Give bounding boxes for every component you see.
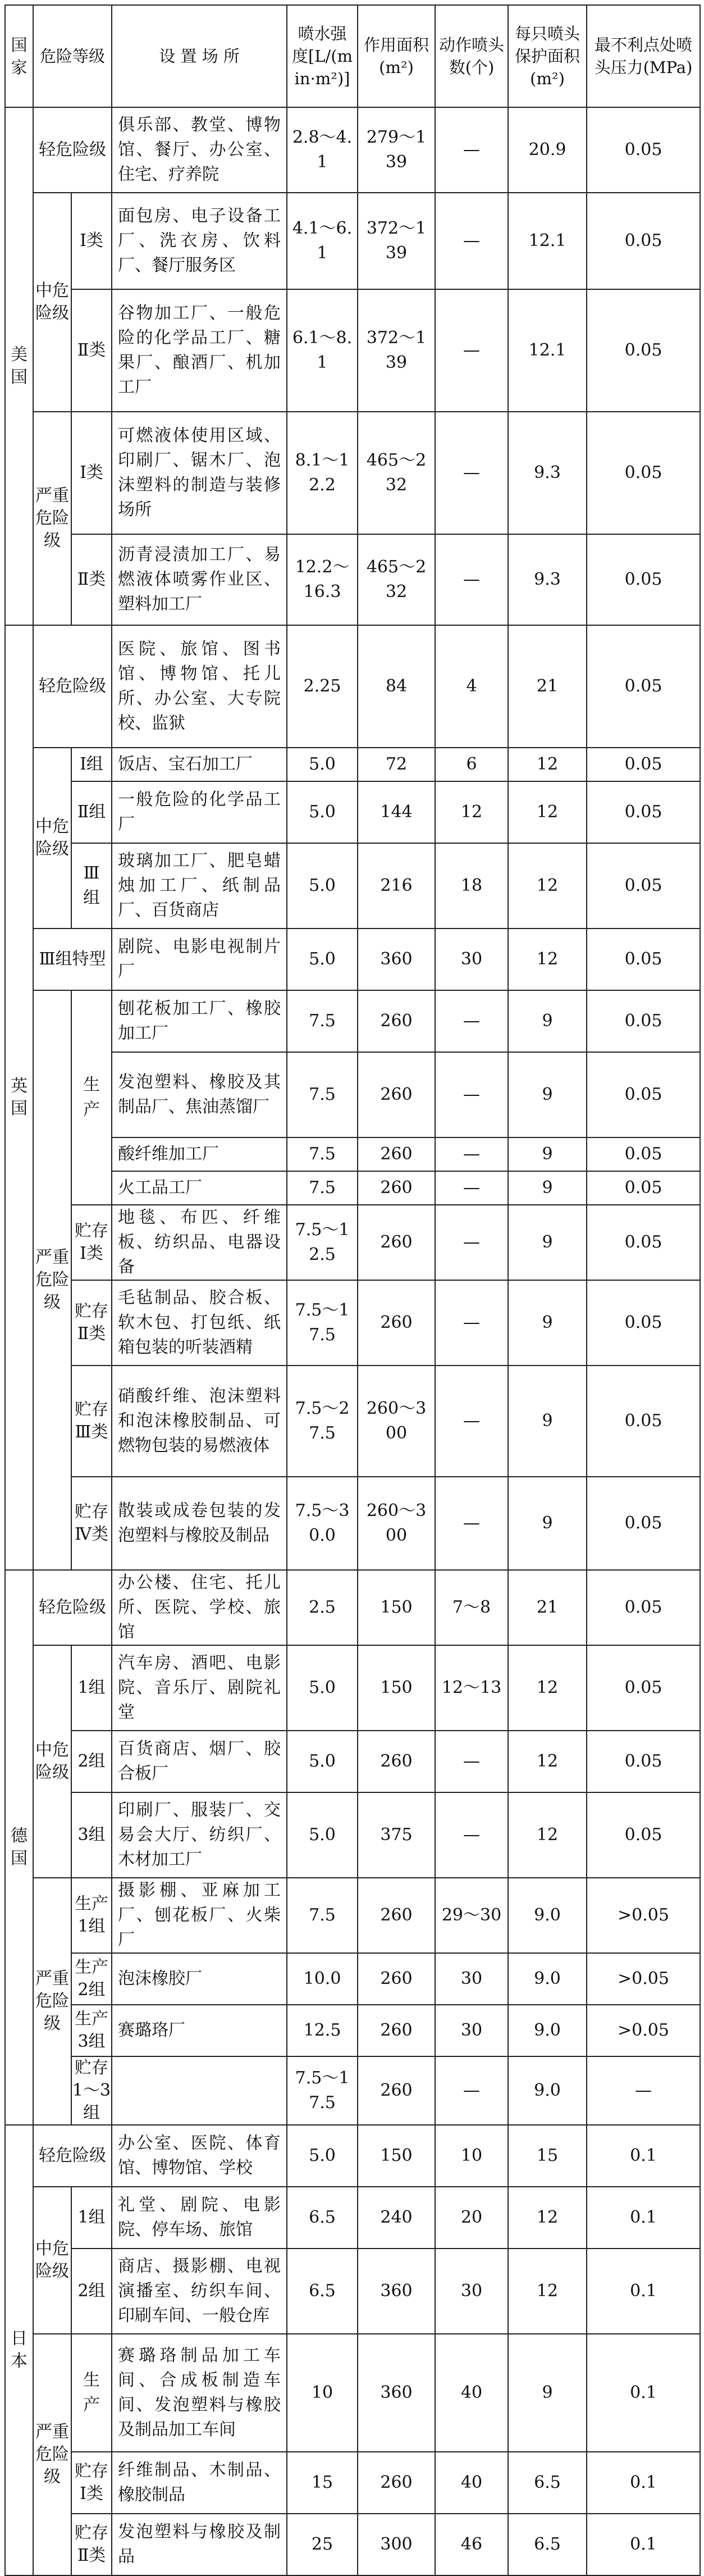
storage-cell: 贮存Ⅰ类 [71,1205,112,1280]
intensity-cell: 12.5 [287,2005,358,2056]
pressure-cell: >0.05 [587,2005,700,2056]
heads-cell: 46 [435,2514,508,2575]
place-cell: 硝酸纤维、泡沫塑料和泡沫橡胶制品、可燃物包装的易燃液体 [112,1366,287,1477]
protect-cell: 12 [508,1731,587,1792]
group-cell: Ⅱ组 [71,781,112,843]
area-cell: 300 [358,2514,435,2575]
heads-cell: — [435,1205,508,1280]
intensity-cell: 6.5 [287,2187,358,2249]
table-row [5,2056,700,2125]
heads-cell: — [435,1171,508,1205]
heads-cell: — [435,107,508,193]
pressure-cell: 0.05 [587,748,700,781]
group-cell: 2组 [71,2249,112,2334]
level-severe: 严重危险级 [33,412,71,625]
intensity-cell: 8.1～12.2 [287,412,358,534]
protect-cell: 9 [508,1171,587,1205]
intensity-cell: 10.0 [287,1953,358,2005]
place-cell: 沥青浸渍加工厂、易燃液体喷雾作业区、塑料加工厂 [112,534,287,625]
area-cell: 260 [358,2056,435,2125]
level-severe: 严重危险级 [33,990,71,1570]
area-cell: 260 [358,2452,435,2514]
header-intensity: 喷水强度[L/(min·m²)] [287,5,358,107]
table-row [5,1570,700,1645]
pressure-cell: 0.05 [587,1792,700,1878]
table-row [5,107,700,193]
protect-cell: 12 [508,929,587,990]
group-cell: Ⅰ组 [71,748,112,781]
protect-cell: 9 [508,1137,587,1171]
area-cell: 260 [358,1205,435,1280]
country-uk: 英国 [5,625,33,1570]
heads-cell: 6 [435,748,508,781]
pressure-cell: >0.05 [587,1953,700,2005]
place-cell: 汽车房、酒吧、电影院、音乐厅、剧院礼堂 [112,1645,287,1731]
table-row [5,990,700,1052]
protect-cell: 12 [508,2249,587,2334]
table-row [5,1366,700,1477]
page [4,4,700,2576]
intensity-cell: 5.0 [287,1645,358,1731]
pressure-cell: 0.05 [587,1137,700,1171]
header-area: 作用面积(m²) [358,5,435,107]
table-row [5,1878,700,1953]
pressure-cell: 0.1 [587,2249,700,2334]
header-row [5,5,700,107]
table-row [5,2452,700,2514]
level-mid: 中危险级 [33,748,71,929]
level-severe: 严重危险级 [33,1878,71,2125]
protect-cell: 20.9 [508,107,587,193]
pressure-cell: >0.05 [587,1878,700,1953]
place-cell: 谷物加工厂、一般危险的化学品工厂、糖果厂、酿酒厂、机加工厂 [112,289,287,412]
group-cell: 3组 [71,1792,112,1878]
place-cell: 火工品工厂 [112,1171,287,1205]
area-cell: 72 [358,748,435,781]
protect-cell: 9.0 [508,1878,587,1953]
header-place: 设 置 场 所 [112,5,287,107]
protect-cell: 12 [508,1792,587,1878]
protect-cell: 12 [508,748,587,781]
place-cell: 俱乐部、教堂、博物馆、餐厅、办公室、住宅、疗养院 [112,107,287,193]
protect-cell: 12.1 [508,193,587,289]
pressure-cell: 0.1 [587,2334,700,2452]
prod-group-cell: 生产1组 [71,1878,112,1953]
place-cell: 摄影棚、亚麻加工厂、刨花板厂、火柴厂 [112,1878,287,1953]
heads-cell: 4 [435,625,508,748]
area-cell: 260 [358,1171,435,1205]
group-cell: Ⅲ组 [71,843,112,929]
intensity-cell: 7.5 [287,990,358,1052]
area-cell: 84 [358,625,435,748]
heads-cell: — [435,534,508,625]
place-cell [112,2056,287,2125]
prod-group-cell: 生产2组 [71,1953,112,2005]
table-row [5,843,700,929]
pressure-cell: 0.05 [587,990,700,1052]
heads-cell: — [435,193,508,289]
table-row [5,1731,700,1792]
intensity-cell: 5.0 [287,1792,358,1878]
area-cell: 260 [358,1052,435,1137]
place-cell: 商店、摄影棚、电视演播室、纺织车间、印刷车间、一般仓库 [112,2249,287,2334]
intensity-cell: 7.5～17.5 [287,2056,358,2125]
table-row [5,2249,700,2334]
pressure-cell: — [587,2056,700,2125]
place-cell: 地毯、布匹、纤维板、纺织品、电器设备 [112,1205,287,1280]
heads-cell: — [435,412,508,534]
place-cell: 百货商店、烟厂、胶合板厂 [112,1731,287,1792]
class-cell: Ⅱ类 [71,534,112,625]
pressure-cell: 0.05 [587,1205,700,1280]
storage-cell: 贮存Ⅳ类 [71,1477,112,1570]
area-cell: 372～139 [358,193,435,289]
area-cell: 360 [358,2249,435,2334]
intensity-cell: 10 [287,2334,358,2452]
table-row [5,1477,700,1570]
group-cell: 1组 [71,2187,112,2249]
place-cell: 办公楼、住宅、托儿所、医院、学校、旅馆 [112,1570,287,1645]
place-cell: 印刷厂、服装厂、交易会大厅、纺织厂、木材加工厂 [112,1792,287,1878]
area-cell: 150 [358,2125,435,2187]
storage-cell: 贮存Ⅲ类 [71,1366,112,1477]
pressure-cell: 0.05 [587,1731,700,1792]
intensity-cell: 6.1～8.1 [287,289,358,412]
prod-group-cell: 生产3组 [71,2005,112,2056]
group-special-cell: Ⅲ组特型 [33,929,112,990]
intensity-cell: 7.5～12.5 [287,1205,358,1280]
level-light: 轻危险级 [33,2125,112,2187]
heads-cell: 7～8 [435,1570,508,1645]
intensity-cell: 5.0 [287,929,358,990]
heads-cell: 30 [435,929,508,990]
protect-cell: 21 [508,1570,587,1645]
protect-cell: 21 [508,625,587,748]
place-cell: 毛毡制品、胶合板、软木包、打包纸、纸箱包装的听装酒精 [112,1280,287,1366]
header-level: 危险等级 [33,5,112,107]
intensity-cell: 5.0 [287,781,358,843]
heads-cell: — [435,1731,508,1792]
header-country: 国家 [5,5,33,107]
protect-cell: 12 [508,1645,587,1731]
table-row [5,289,700,412]
level-mid: 中危险级 [33,2187,71,2334]
pressure-cell: 0.05 [587,781,700,843]
intensity-cell: 7.5～27.5 [287,1366,358,1477]
protect-cell: 9 [508,1366,587,1477]
heads-cell: — [435,990,508,1052]
heads-cell: 18 [435,843,508,929]
place-cell: 饭店、宝石加工厂 [112,748,287,781]
pressure-cell: 0.05 [587,1570,700,1645]
country-de: 德国 [5,1570,33,2125]
intensity-cell: 4.1～6.1 [287,193,358,289]
table-row [5,412,700,534]
heads-cell: — [435,1792,508,1878]
pressure-cell: 0.05 [587,1645,700,1731]
heads-cell: — [435,1477,508,1570]
area-cell: 240 [358,2187,435,2249]
area-cell: 150 [358,1645,435,1731]
place-cell: 礼堂、剧院、电影院、停车场、旅馆 [112,2187,287,2249]
group-cell: 1组 [71,1645,112,1731]
pressure-cell: 0.05 [587,534,700,625]
place-cell: 一般危险的化学品工厂 [112,781,287,843]
area-cell: 150 [358,1570,435,1645]
table-row [5,2334,700,2452]
place-cell: 发泡塑料与橡胶及制品 [112,2514,287,2575]
table-row [5,2187,700,2249]
place-cell: 发泡塑料、橡胶及其制品厂、焦油蒸馏厂 [112,1052,287,1137]
table-row [5,2514,700,2575]
intensity-cell: 2.25 [287,625,358,748]
place-cell: 刨花板加工厂、橡胶加工厂 [112,990,287,1052]
prod-cell: 生产 [71,2334,112,2452]
country-jp: 日本 [5,2125,33,2575]
table-row [5,534,700,625]
intensity-cell: 7.5 [287,1137,358,1171]
intensity-cell: 6.5 [287,2249,358,2334]
place-cell: 面包房、电子设备工厂、洗衣房、饮料厂、餐厅服务区 [112,193,287,289]
table-row [5,625,700,748]
place-cell: 玻璃加工厂、肥皂蜡烛加工厂、纸制品厂、百货商店 [112,843,287,929]
pressure-cell: 0.05 [587,1477,700,1570]
heads-cell: 12～13 [435,1645,508,1731]
protect-cell: 15 [508,2125,587,2187]
table-row [5,748,700,781]
area-cell: 260 [358,2005,435,2056]
pressure-cell: 0.05 [587,1052,700,1137]
table-row [5,1280,700,1366]
protect-cell: 9 [508,1477,587,1570]
table-row [5,2125,700,2187]
pressure-cell: 0.1 [587,2187,700,2249]
place-cell: 赛璐珞厂 [112,2005,287,2056]
heads-cell: — [435,1137,508,1171]
area-cell: 260 [358,1731,435,1792]
class-cell: Ⅱ类 [71,289,112,412]
protect-cell: 6.5 [508,2514,587,2575]
level-mid: 中危险级 [33,1645,71,1878]
area-cell: 465～232 [358,534,435,625]
protect-cell: 12 [508,843,587,929]
intensity-cell: 12.2～16.3 [287,534,358,625]
intensity-cell: 15 [287,2452,358,2514]
storage-cell: 贮存Ⅱ类 [71,1280,112,1366]
pressure-cell: 0.05 [587,1171,700,1205]
place-cell: 赛璐珞制品加工车间、合成板制造车间、发泡塑料与橡胶及制品加工车间 [112,2334,287,2452]
intensity-cell: 5.0 [287,2125,358,2187]
area-cell: 279～139 [358,107,435,193]
storage-cell: 贮存Ⅰ类 [71,2452,112,2514]
protect-cell: 9 [508,1052,587,1137]
protect-cell: 9 [508,2334,587,2452]
intensity-cell: 5.0 [287,748,358,781]
protect-cell: 12.1 [508,289,587,412]
area-cell: 360 [358,929,435,990]
area-cell: 260 [358,990,435,1052]
place-cell: 可燃液体使用区域、印刷厂、锯木厂、泡沫塑料的制造与装修场所 [112,412,287,534]
heads-cell: 20 [435,2187,508,2249]
protect-cell: 9.3 [508,534,587,625]
protect-cell: 9.0 [508,1953,587,2005]
country-usa: 美国 [5,107,33,625]
area-cell: 465～232 [358,412,435,534]
pressure-cell: 0.1 [587,2125,700,2187]
heads-cell: — [435,2056,508,2125]
protect-cell: 9.0 [508,2005,587,2056]
protect-cell: 12 [508,781,587,843]
sprinkler-standards-table [4,4,701,2576]
intensity-cell: 25 [287,2514,358,2575]
protect-cell: 9 [508,1205,587,1280]
prod-cell: 生产 [71,990,112,1205]
pressure-cell: 0.05 [587,1366,700,1477]
area-cell: 360 [358,2334,435,2452]
intensity-cell: 7.5～30.0 [287,1477,358,1570]
level-severe: 严重危险级 [33,2334,71,2575]
pressure-cell: 0.05 [587,289,700,412]
pressure-cell: 0.05 [587,107,700,193]
storage-cell: 贮存Ⅱ类 [71,2514,112,2575]
protect-cell: 12 [508,2187,587,2249]
protect-cell: 9 [508,990,587,1052]
header-protect: 每只喷头保护面积(m²) [508,5,587,107]
area-cell: 260～300 [358,1477,435,1570]
heads-cell: — [435,1052,508,1137]
table-row [5,1205,700,1280]
area-cell: 260 [358,1953,435,2005]
table-row [5,1953,700,2005]
table-row [5,929,700,990]
heads-cell: 10 [435,2125,508,2187]
header-pressure: 最不利点处喷头压力(MPa) [587,5,700,107]
level-mid: 中危险级 [33,193,71,412]
level-light: 轻危险级 [33,107,112,193]
place-cell: 办公室、医院、体育馆、博物馆、学校 [112,2125,287,2187]
place-cell: 剧院、电影电视制片厂 [112,929,287,990]
pressure-cell: 0.05 [587,929,700,990]
heads-cell: — [435,289,508,412]
area-cell: 260 [358,1878,435,1953]
pressure-cell: 0.05 [587,412,700,534]
heads-cell: 30 [435,1953,508,2005]
table-row [5,781,700,843]
place-cell: 纤维制品、木制品、橡胶制品 [112,2452,287,2514]
heads-cell: 29～30 [435,1878,508,1953]
protect-cell: 9.3 [508,412,587,534]
intensity-cell: 5.0 [287,843,358,929]
table-row [5,1645,700,1731]
pressure-cell: 0.05 [587,193,700,289]
place-cell: 散装或成卷包装的发泡塑料与橡胶及制品 [112,1477,287,1570]
intensity-cell: 7.5 [287,1171,358,1205]
heads-cell: — [435,1366,508,1477]
place-cell: 泡沫橡胶厂 [112,1953,287,2005]
heads-cell: — [435,1280,508,1366]
table-row [5,193,700,289]
protect-cell: 9.0 [508,2056,587,2125]
intensity-cell: 7.5～17.5 [287,1280,358,1366]
area-cell: 375 [358,1792,435,1878]
area-cell: 372～139 [358,289,435,412]
area-cell: 260～300 [358,1366,435,1477]
protect-cell: 6.5 [508,2452,587,2514]
heads-cell: 30 [435,2249,508,2334]
class-cell: Ⅰ类 [71,193,112,289]
pressure-cell: 0.1 [587,2514,700,2575]
place-cell: 医院、旅馆、图书馆、博物馆、托儿所、办公室、大专院校、监狱 [112,625,287,748]
pressure-cell: 0.05 [587,625,700,748]
area-cell: 260 [358,1280,435,1366]
heads-cell: 40 [435,2452,508,2514]
protect-cell: 9 [508,1280,587,1366]
table-row [5,1792,700,1878]
intensity-cell: 5.0 [287,1731,358,1792]
area-cell: 144 [358,781,435,843]
table-row [5,2005,700,2056]
intensity-cell: 2.8～4.1 [287,107,358,193]
intensity-cell: 7.5 [287,1878,358,1953]
pressure-cell: 0.05 [587,843,700,929]
header-heads: 动作喷头数(个) [435,5,508,107]
pressure-cell: 0.05 [587,1280,700,1366]
intensity-cell: 2.5 [287,1570,358,1645]
heads-cell: 40 [435,2334,508,2452]
level-light: 轻危险级 [33,1570,112,1645]
pressure-cell: 0.1 [587,2452,700,2514]
place-cell: 酸纤维加工厂 [112,1137,287,1171]
group-cell: 2组 [71,1731,112,1792]
heads-cell: 12 [435,781,508,843]
class-cell: Ⅰ类 [71,412,112,534]
area-cell: 216 [358,843,435,929]
area-cell: 260 [358,1137,435,1171]
intensity-cell: 7.5 [287,1052,358,1137]
heads-cell: 30 [435,2005,508,2056]
level-light: 轻危险级 [33,625,112,748]
storage-group-cell: 贮存1～3组 [71,2056,112,2125]
